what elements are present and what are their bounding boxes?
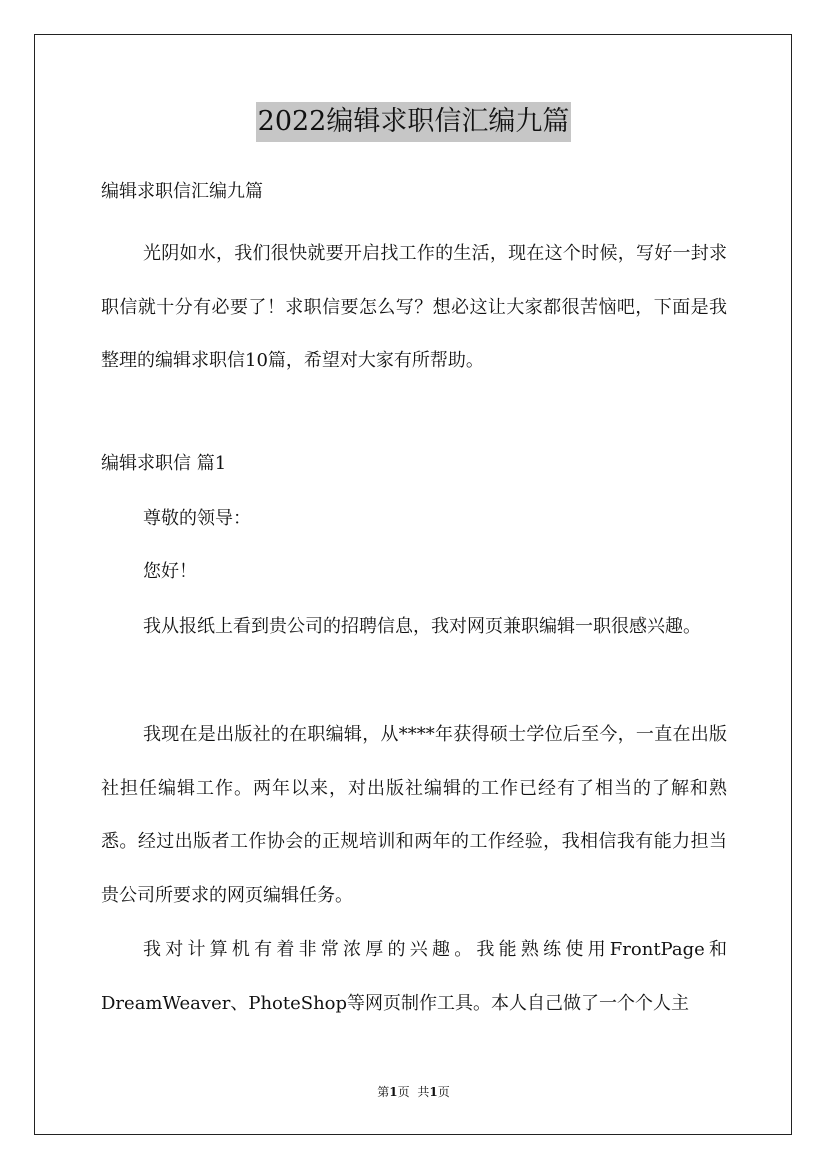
footer-page-prefix: 第 <box>377 1085 390 1099</box>
letter-salutation: 尊敬的领导： <box>143 508 251 529</box>
footer-total-number: 1 <box>429 1085 438 1099</box>
document-subtitle: 编辑求职信汇编九篇 <box>101 181 263 202</box>
footer-total-suffix: 页 <box>437 1085 450 1099</box>
footer-total-prefix: 共 <box>417 1085 430 1099</box>
body-paragraph-2: 我现在是出版社的在职编辑，从****年获得硕士学位后至今，一直在出版社担任编辑工作。两年以来，对出版社编辑的工作已经有了相当的了解和熟悉。经过出版者工作协会的正规培训和两年的工作经验，我相信我有能力担当贵公司所要求的网页编辑任务。 <box>101 724 727 906</box>
body-paragraph-3: 我对计算机有着非常浓厚的兴趣。我能熟练使用FrontPage和DreamWeaver、PhoteShop等网页制作工具。本人自己做了一个个人主 <box>101 939 727 1014</box>
footer-page-number: 1 <box>389 1085 398 1099</box>
body-paragraph-1: 我从报纸上看到贵公司的招聘信息，我对网页兼职编辑一职很感兴趣。 <box>143 616 701 637</box>
title-wrap <box>0 102 827 142</box>
footer-page-suffix: 页 <box>397 1085 410 1099</box>
letter-greeting: 您好！ <box>143 561 197 582</box>
document-title: 2022编辑求职信汇编九篇 <box>256 102 572 142</box>
page-footer <box>0 1083 827 1101</box>
intro-paragraph: 光阴如水，我们很快就要开启找工作的生活，现在这个时候，写好一封求职信就十分有必要了！求职信要怎么写？想必这让大家都很苦恼吧，下面是我整理的编辑求职信10篇，希望对大家有所帮助。 <box>101 243 727 371</box>
section-heading: 编辑求职信 篇1 <box>101 453 227 474</box>
